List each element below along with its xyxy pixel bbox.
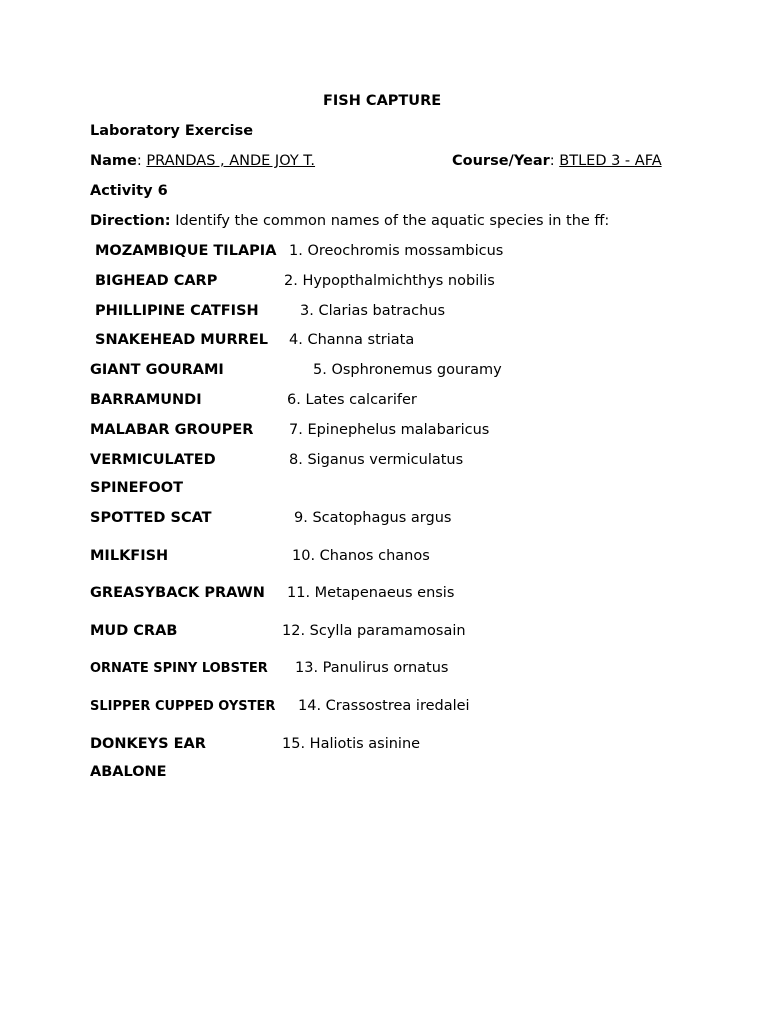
direction-text: Identify the common names of the aquatic species in the ff:	[175, 213, 610, 229]
list-item-scientific: 9. Scatophagus argus	[294, 510, 452, 526]
list-item-common: SLIPPER CUPPED OYSTER	[90, 699, 276, 714]
list-item-scientific: 7. Epinephelus malabaricus	[289, 422, 490, 438]
list-item-common: MALABAR GROUPER	[90, 422, 254, 438]
activity-label: Activity 6	[90, 183, 168, 199]
list-item-common: MILKFISH	[90, 548, 169, 564]
list-item-scientific: 4. Channa striata	[289, 332, 415, 348]
list-item-common: MOZAMBIQUE TILAPIA	[95, 243, 277, 259]
list-item-common: VERMICULATED	[90, 452, 216, 468]
list-item-common: PHILLIPINE CATFISH	[95, 303, 259, 319]
list-item-scientific: 8. Siganus vermiculatus	[289, 452, 464, 468]
list-item-common: GREASYBACK PRAWN	[90, 585, 265, 601]
list-item-common: BIGHEAD CARP	[95, 273, 218, 289]
direction-line	[90, 212, 609, 230]
list-item-scientific: 12. Scylla paramamosain	[282, 623, 466, 639]
list-item-common: DONKEYS EAR	[90, 736, 206, 752]
course-line: Course/Year: BTLED 3 - AFA	[452, 153, 662, 169]
document-subtitle: Laboratory Exercise	[90, 123, 254, 139]
name-label: Name	[90, 153, 137, 169]
list-item-common: ORNATE SPINY LOBSTER	[90, 661, 268, 676]
list-item-common: BARRAMUNDI	[90, 392, 202, 408]
list-item-common-line2: ABALONE	[90, 764, 167, 780]
course-label: Course/Year	[452, 153, 550, 169]
list-item-scientific: 14. Crassostrea iredalei	[298, 698, 470, 714]
course-value: BTLED 3 - AFA	[559, 153, 662, 169]
list-item-scientific: 3. Clarias batrachus	[300, 303, 446, 319]
list-item-common-line2: SPINEFOOT	[90, 480, 183, 496]
name-value: PRANDAS , ANDE JOY T.	[146, 153, 316, 169]
list-item-scientific: 15. Haliotis asinine	[282, 736, 421, 752]
direction-label: Direction:	[90, 213, 171, 229]
list-item-scientific: 6. Lates calcarifer	[287, 392, 417, 408]
list-item-common: SNAKEHEAD MURREL	[95, 332, 268, 348]
list-item-scientific: 1. Oreochromis mossambicus	[289, 243, 504, 259]
list-item-common: MUD CRAB	[90, 623, 178, 639]
list-item-common: GIANT GOURAMI	[90, 362, 224, 378]
document-title: FISH CAPTURE	[323, 93, 442, 109]
name-line: Name: PRANDAS , ANDE JOY T.	[90, 153, 316, 169]
list-item-scientific: 2. Hypopthalmichthys nobilis	[284, 273, 495, 289]
list-item-scientific: 5. Osphronemus gouramy	[313, 362, 502, 378]
list-item-scientific: 13. Panulirus ornatus	[295, 660, 449, 676]
list-item-scientific: 10. Chanos chanos	[292, 548, 430, 564]
list-item-scientific: 11. Metapenaeus ensis	[287, 585, 455, 601]
list-item-common: SPOTTED SCAT	[90, 510, 212, 526]
